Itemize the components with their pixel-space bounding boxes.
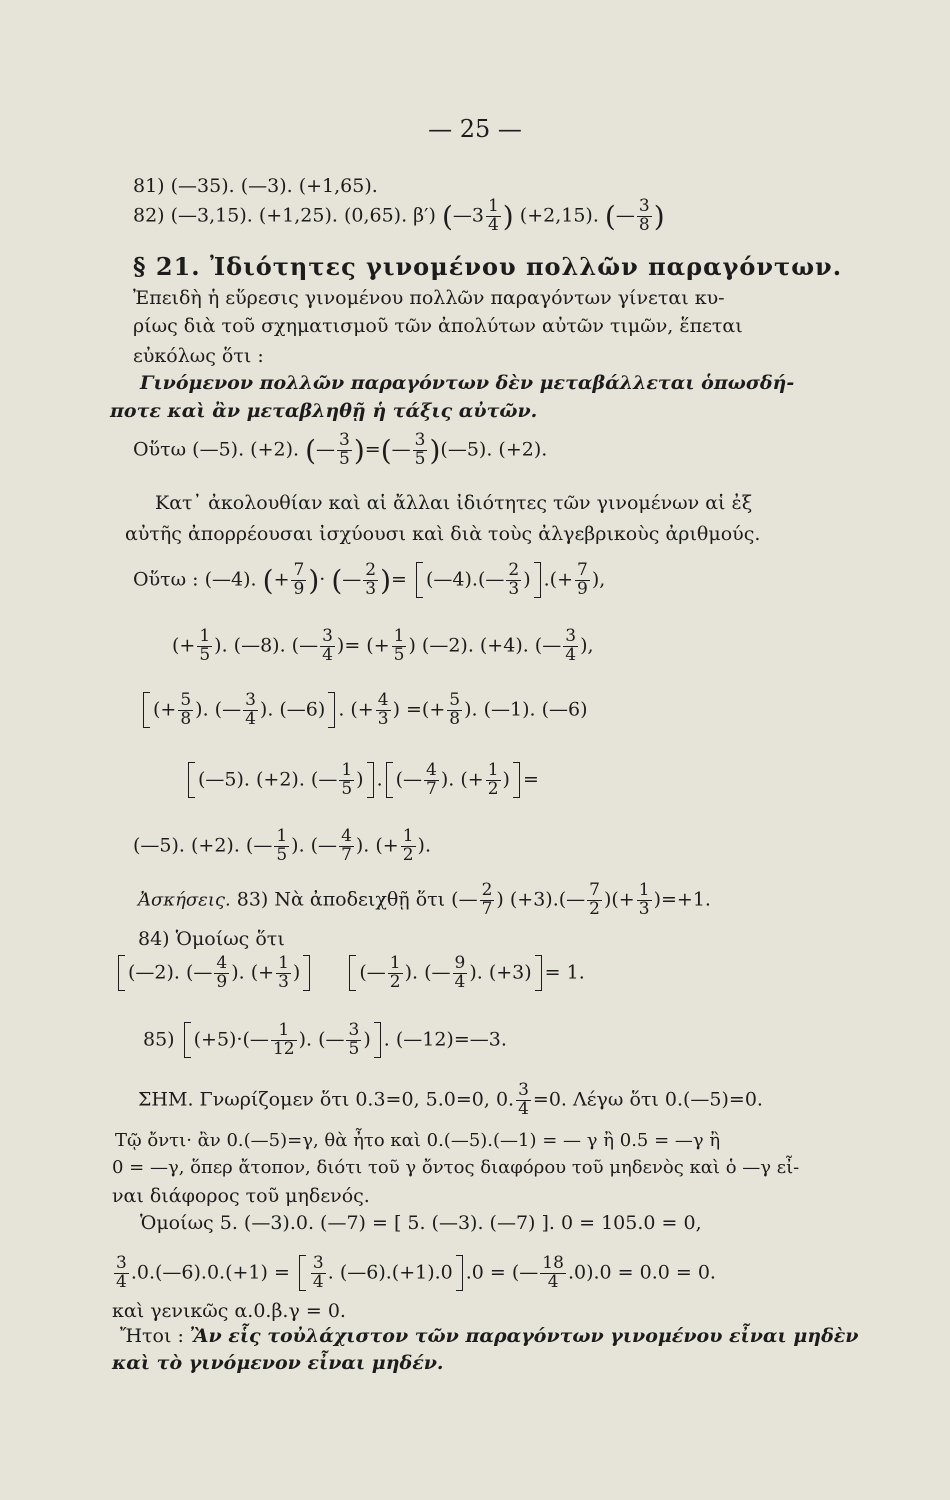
fraction: $\frac{3}{4}$ <box>116 1253 127 1292</box>
exercise-85: 85) (+5)·(— $\frac{1}{12}$ ). (— $\frac{3}{5}$ ) . (—12)=—3. <box>143 1020 507 1059</box>
fraction: $\frac{3}{5}$ <box>348 1020 360 1059</box>
fraction: $\frac{1}{5}$ <box>276 826 288 865</box>
note-line-2: Τῷ ὄντι· ἂν 0.(—5)=γ, θὰ ἦτο καὶ 0.(—5).(—1) = — γ ἢ 0.5 = —γ ἢ <box>115 1130 721 1151</box>
fraction: $\frac{2}{3}$ <box>365 560 377 599</box>
fraction: $\frac{3}{4}$ <box>565 626 577 665</box>
fraction: $\frac{1}{4}$ <box>487 196 499 235</box>
paragraph-1-line-3: εὐκόλως ὅτι : <box>133 345 264 367</box>
paragraph-2-line-2: αὐτῆς ἀπορρέουσαι ἰσχύουσι καὶ διὰ τοὺς ἀλγεβρικοὺς ἀριθμούς. <box>125 523 761 545</box>
fraction: $\frac{7}{2}$ <box>589 880 600 919</box>
exercise-81: 81) (—35). (—3). (+1,65). <box>133 175 378 197</box>
fraction: $\frac{5}{8}$ <box>449 690 461 729</box>
conclusion-line-1: Ἤτοι : Ἂν εἷς τοὐλάχιστον τῶν παραγόντων γινομένου εἶναι μηδὲν <box>120 1325 859 1347</box>
note-line-4: ναι διάφορος τοῦ μηδενός. <box>112 1185 370 1207</box>
fraction: $\frac{1}{2}$ <box>487 760 499 799</box>
fraction: $\frac{1}{5}$ <box>341 760 353 799</box>
fraction: $\frac{4}{9}$ <box>216 953 228 992</box>
fraction: $\frac{18}{4}$ <box>542 1253 564 1292</box>
ex82-left: 82) (—3,15). (+1,25). (0,65). β′) <box>133 204 436 227</box>
exercise-82: 82) (—3,15). (+1,25). (0,65). β′) (—3 $\frac{1}{4}$ ) (+2,15). (— $\frac{3}{8}$ ) <box>133 196 665 235</box>
fraction: $\frac{1}{5}$ <box>199 626 211 665</box>
fraction: $\frac{1}{2}$ <box>389 953 401 992</box>
rule-line-1: Γινόμενον πολλῶν παραγόντων δὲν μεταβάλλεται ὁπωσδή- <box>140 372 795 394</box>
page-number: — 25 — <box>428 115 522 143</box>
fraction: $\frac{9}{4}$ <box>454 953 466 992</box>
fraction: $\frac{3}{4}$ <box>245 690 256 729</box>
exercise-84: (—2). (— $\frac{4}{9}$ ). (+ $\frac{1}{3}$ ) (— $\frac{1}{2}$ ). (— $\frac{9}{4}$ ). (+3) = 1. <box>115 955 585 992</box>
equation-6: (—5). (+2). (— $\frac{1}{5}$ ). (— $\frac{4}{7}$ ). (+ $\frac{1}{2}$ ). <box>133 826 431 865</box>
fraction: $\frac{1}{12}$ <box>272 1020 295 1059</box>
fraction: $\frac{1}{2}$ <box>402 826 414 865</box>
fraction: $\frac{1}{5}$ <box>393 626 405 665</box>
fraction: $\frac{1}{3}$ <box>638 880 650 919</box>
fraction: $\frac{2}{7}$ <box>481 880 493 919</box>
fraction: $\frac{2}{3}$ <box>508 560 520 599</box>
similarly-line: Ὁμοίως 5. (—3).0. (—7) = [ 5. (—3). (—7) ]. 0 = 105.0 = 0, <box>140 1212 702 1234</box>
fraction: $\frac{3}{5}$ <box>339 430 350 469</box>
note-line-1: ΣΗΜ. Γνωρίζομεν ὅτι 0.3=0, 5.0=0, 0. $\frac{3}{4}$ =0. Λέγω ὅτι 0.(—5)=0. <box>138 1080 763 1119</box>
fraction: $\frac{7}{9}$ <box>577 560 588 599</box>
fraction: $\frac{3}{4}$ <box>312 1253 324 1292</box>
section-title: § 21. Ἰδιότητες γινομένου πολλῶν παραγόντων. <box>133 252 843 281</box>
fraction: $\frac{4}{7}$ <box>426 760 437 799</box>
fraction: $\frac{1}{3}$ <box>278 953 289 992</box>
equation-4: (+ $\frac{5}{8}$ ). (— $\frac{3}{4}$ ). (—6) . (+ $\frac{4}{3}$ ) =(+ $\frac{5}{8}$ ). (—1). (—6) <box>140 692 588 729</box>
right-bracket <box>534 562 541 598</box>
note-line-3: 0 = —γ, ὅπερ ἄτοπον, διότι τοῦ γ ὄντος διαφόρου τοῦ μηδενὸς καὶ ὁ —γ εἶ- <box>112 1157 800 1178</box>
exercise-83: Ἀσκήσεις. 83) Νὰ ἀποδειχθῇ ὅτι (— $\frac{2}{7}$ ) (+3).(— $\frac{7}{2}$ )(+ $\frac{1}{3}$ )=+1. <box>138 880 711 919</box>
fraction: $\frac{3}{4}$ <box>322 626 333 665</box>
fraction: $\frac{5}{8}$ <box>180 690 192 729</box>
equation-5: (—5). (+2). (— $\frac{1}{5}$ ) . (— $\frac{4}{7}$ ). (+ $\frac{1}{2}$ ) = <box>185 762 539 799</box>
fraction: $\frac{3}{8}$ <box>638 196 650 235</box>
fraction: $\frac{4}{7}$ <box>341 826 352 865</box>
paragraph-1-line-1: Ἐπειδὴ ἡ εὕρεσις γινομένου πολλῶν παραγόντων γίνεται κυ- <box>133 287 725 309</box>
equation-1: Οὕτω (—5). (+2). (— $\frac{3}{5}$ )=(— $\frac{3}{5}$ )(—5). (+2). <box>133 430 548 469</box>
fraction: $\frac{7}{9}$ <box>293 560 305 599</box>
exercise-84-label: 84) Ὁμοίως ὅτι <box>138 928 285 950</box>
paragraph-2-line-1: Κατ᾽ ἀκολουθίαν καὶ αἱ ἄλλαι ἰδιότητες τῶν γινομένων αἱ ἐξ <box>155 492 753 514</box>
exercises-label: Ἀσκήσεις. <box>138 889 231 911</box>
rule-line-2: ποτε καὶ ἂν μεταβληθῇ ἡ τάξις αὐτῶν. <box>110 400 538 422</box>
equation-3: (+ $\frac{1}{5}$ ). (—8). (— $\frac{3}{4}$ )= (+ $\frac{1}{5}$ ) (—2). (+4). (— $\frac{3}{4}$ ), <box>172 626 594 665</box>
conclusion-line-2: καὶ τὸ γινόμενον εἶναι μηδέν. <box>112 1352 444 1374</box>
general-line: καὶ γενικῶς α.0.β.γ = 0. <box>112 1300 346 1322</box>
equation-2: Οὕτω : (—4). (+ $\frac{7}{9}$ )· (— $\frac{2}{3}$ )= (—4).(— $\frac{2}{3}$ ) .(+ $\frac{7}{9}$ ), <box>133 560 606 599</box>
left-bracket <box>416 562 423 598</box>
fraction: $\frac{3}{4}$ <box>518 1080 529 1119</box>
fraction: $\frac{4}{3}$ <box>377 690 389 729</box>
fraction: $\frac{3}{5}$ <box>414 430 426 469</box>
similarly-line-2: $\frac{3}{4}$ .0.(—6).0.(+1) = $\frac{3}{4}$ . (—6).(+1).0 .0 = (— $\frac{18}{4}$ .0).0 = 0.0 = 0. <box>116 1253 716 1292</box>
paragraph-1-line-2: ρίως διὰ τοῦ σχηματισμοῦ τῶν ἀπολύτων αὐτῶν τιμῶν, ἕπεται <box>133 315 743 337</box>
